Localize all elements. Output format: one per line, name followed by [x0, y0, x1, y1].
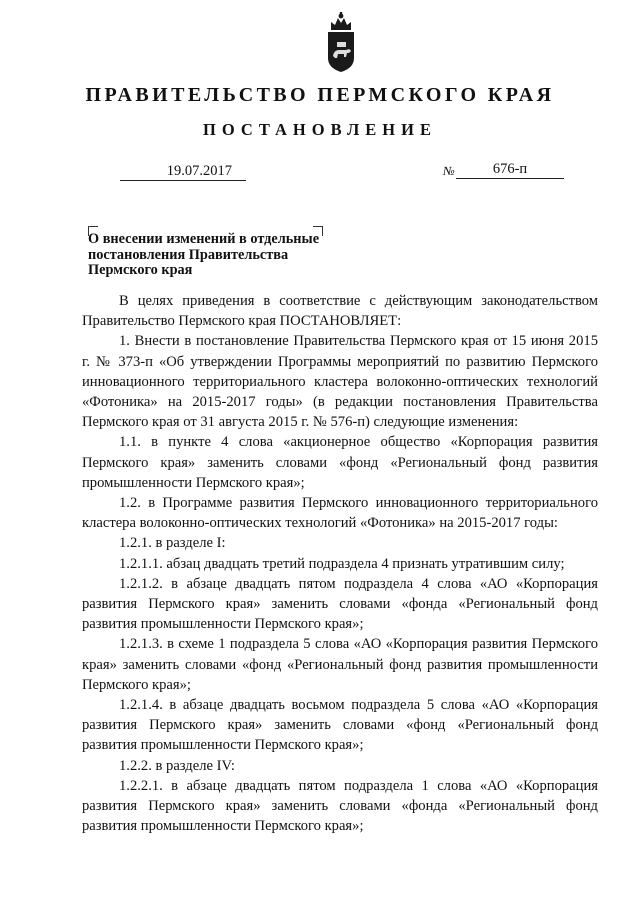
body-paragraph: 1.2.1. в разделе I: [119, 535, 226, 552]
document-date: 19.07.2017 [120, 162, 246, 181]
subject-line: Пермского края [88, 262, 193, 278]
subject-line: постановления Правительства [88, 246, 289, 263]
number-label: № [443, 164, 455, 178]
body-paragraph: 1.2.2.1. в абзаце двадцать пятом подраздела 1 слова «АО «Корпорация развития Пермского края» заменить словами «фонда «Региональный фонд развития промышленности Пермского края»; [82, 777, 598, 835]
body-paragraph: 1.1. в пункте 4 слова «акционерное общество «Корпорация развития Пермского края» заменить словами «фонд «Региональный фонд развития промышленности Пермского края»; [82, 434, 598, 491]
document-type: ПОСТАНОВЛЕНИЕ [203, 120, 437, 139]
body-paragraph: 1.2.2. в разделе IV: [119, 757, 235, 774]
body-paragraph: 1.2.1.2. в абзаце двадцать пятом подраздела 4 слова «АО «Корпорация развития Пермского края» заменить словами «фонда «Региональный фонд развития промышленности Пермского края»; [82, 575, 598, 633]
body-paragraph: 1. Внести в постановление Правительства Пермского края от 15 июня 2015 г. № 373-п «Об утверждении Программы мероприятий по развитию Пермского инновационного территориального кластера волоконно-оптических технологий «Фотоника» на 2015-2017 годы» (в редакции постановления Правительства Пермского края от 31 августа 2015 г. № 576-п) следующие изменения: [82, 333, 598, 431]
government-title: ПРАВИТЕЛЬСТВО ПЕРМСКОГО КРАЯ [85, 84, 555, 106]
body-paragraph: 1.2.1.1. абзац двадцать третий подраздела 4 признать утратившим силу; [119, 555, 565, 572]
body-paragraph: В целях приведения в соответствие с действующим законодательством Правительство Пермского края ПОСТАНОВЛЯЕТ: [82, 293, 598, 330]
document-body [82, 291, 598, 836]
body-paragraph: 1.2. в Программе развития Пермского инновационного территориального кластера волоконно-оптических технологий «Фотоника» на 2015-2017 годы: [82, 495, 598, 532]
document-subject [88, 232, 348, 279]
body-paragraph: 1.2.1.4. в абзаце двадцать восьмом подраздела 5 слова «АО «Корпорация развития Пермского края» заменить словами «фонд «Региональный фонд развития промышленности Пермского края»; [82, 697, 598, 754]
document-number: 676-п [456, 160, 564, 179]
body-paragraph: 1.2.1.3. в схеме 1 подраздела 5 слова «АО «Корпорация развития Пермского края» заменить словами «фонд «Региональный фонд развития промышленности Пермского края»; [82, 636, 598, 693]
subject-line: О внесении изменений в отдельные [88, 231, 320, 247]
coat-of-arms-icon [322, 10, 360, 74]
